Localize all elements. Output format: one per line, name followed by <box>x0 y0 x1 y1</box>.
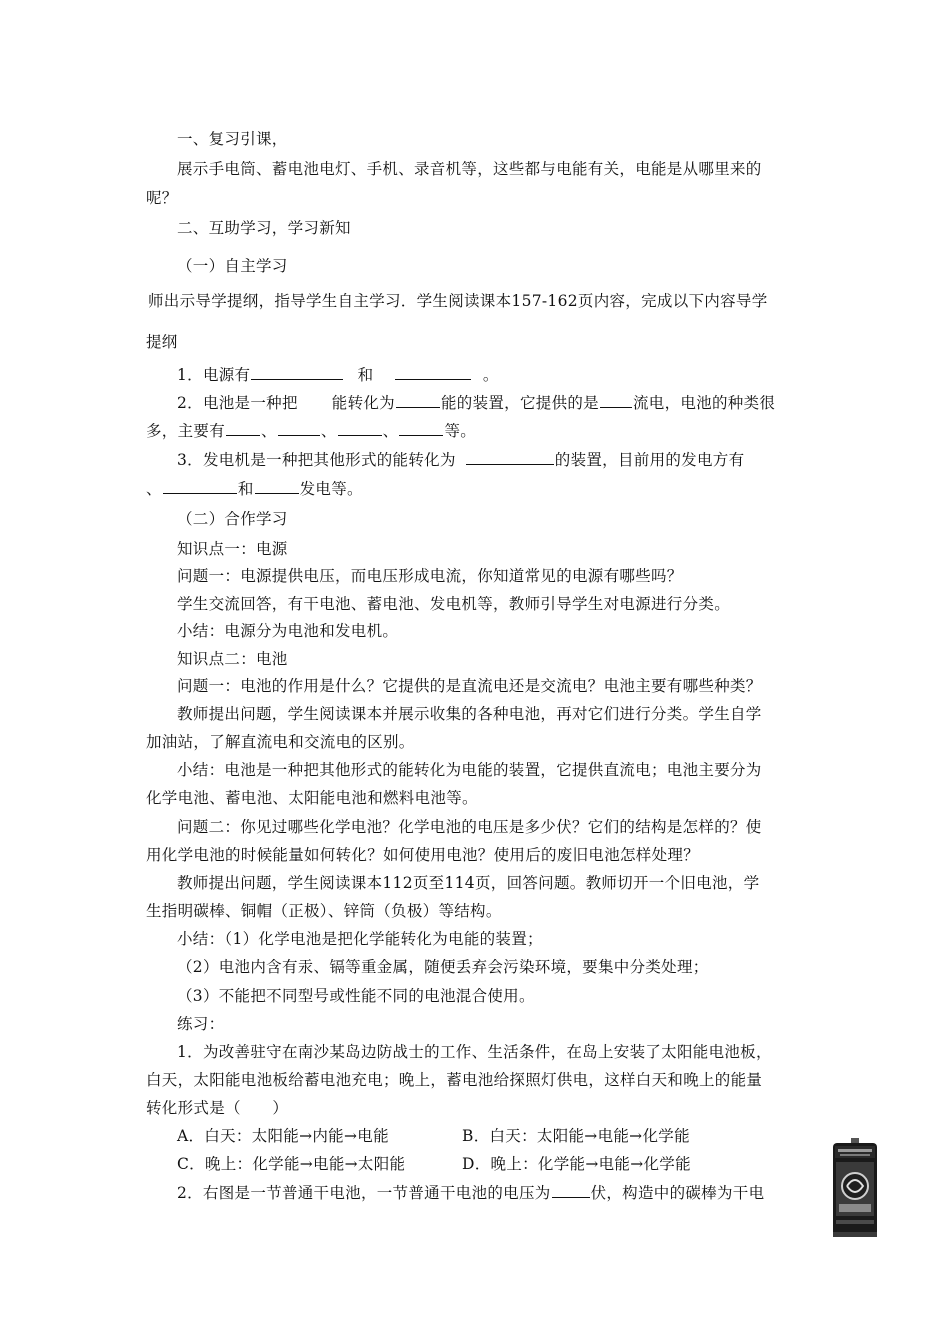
question-3-line-2: 、 和 发电等。 <box>146 480 363 498</box>
exercise-2: 2．右图是一节普通干电池，一节普通干电池的电压为 伏，构造中的碳棒为干电 <box>177 1184 765 1202</box>
fill-blank[interactable] <box>395 364 471 380</box>
knowledge-point-2: 知识点二：电池 <box>177 650 288 668</box>
dry-battery-image <box>830 1138 880 1240</box>
fill-blank[interactable] <box>163 478 237 494</box>
fill-blank[interactable] <box>255 478 299 494</box>
fill-blank[interactable] <box>552 1182 590 1198</box>
battery-bottom-band <box>836 1220 874 1224</box>
self-study-heading: （一）自主学习 <box>177 257 288 275</box>
kp2-question-1: 问题一：电池的作用是什么？它提供的是直流电还是交流电？电池主要有哪些种类？ <box>177 677 762 695</box>
kp1-summary: 小结：电源分为电池和发电机。 <box>177 622 399 640</box>
option-c: C．晚上：化学能→电能→太阳能 <box>177 1155 406 1173</box>
kp2-teacher-2: 加油站，了解直流电和交流电的区别。 <box>146 733 415 751</box>
kp2-teacher-1: 教师提出问题，学生阅读课本并展示收集的各种电池，再对它们进行分类。学生自学 <box>177 705 762 723</box>
kp2-summary-5: （3）不能把不同型号或性能不同的电池混合使用。 <box>177 987 535 1005</box>
exercise-1-line-1: 1．为改善驻守在南沙某岛边防战士的工作、生活条件，在岛上安装了太阳能电池板， <box>177 1043 772 1061</box>
knowledge-point-1: 知识点一：电源 <box>177 540 288 558</box>
kp2-question-2-line-2: 用化学电池的时候能量如何转化？如何使用电池？使用后的废旧电池怎样处理？ <box>146 846 700 864</box>
question-2-line-1: 2．电池是一种把 能转化为 能的装置，它提供的是 流电，电池的种类很 <box>177 394 776 412</box>
exercise-heading: 练习： <box>177 1015 225 1033</box>
kp2-teacher-4: 生指明碳棒、铜帽（正极）、锌筒（负极）等结构。 <box>146 902 502 920</box>
exercise-1-line-2: 白天，太阳能电池板给蓄电池充电；晚上，蓄电池给探照灯供电，这样白天和晚上的能量 <box>146 1071 763 1089</box>
kp2-summary-1: 小结：电池是一种把其他形式的能转化为电能的装置，它提供直流电；电池主要分为 <box>177 761 762 779</box>
fill-blank[interactable] <box>399 420 443 436</box>
battery-label-text-strip <box>839 1204 871 1212</box>
battery-label-stripe <box>840 1154 870 1156</box>
kp2-summary-3: 小结：（1）化学电池是把化学能转化为电能的装置； <box>177 930 543 948</box>
fill-blank[interactable] <box>251 364 343 380</box>
review-intro-line-1: 展示手电筒、蓄电池电灯、手机、录音机等，这些都与电能有关，电能是从哪里来的 <box>177 160 762 178</box>
review-intro-line-2: 呢？ <box>146 189 178 207</box>
fill-blank[interactable] <box>338 420 382 436</box>
kp2-teacher-3: 教师提出问题，学生阅读课本112页至114页，回答问题。教师切开一个旧电池，学 <box>177 874 760 892</box>
battery-cap <box>851 1138 859 1143</box>
fill-blank[interactable] <box>396 392 440 408</box>
fill-blank[interactable] <box>278 420 320 436</box>
option-d: D．晚上：化学能→电能→化学能 <box>462 1155 691 1173</box>
coop-study-heading: （二）合作学习 <box>177 510 288 528</box>
question-2-line-2: 多，主要有 、 、 、 等。 <box>146 422 477 440</box>
kp1-answer: 学生交流回答，有干电池、蓄电池、发电机等，教师引导学生对电源进行分类。 <box>177 595 731 613</box>
option-b: B．白天：太阳能→电能→化学能 <box>462 1127 690 1145</box>
kp2-summary-4: （2）电池内含有汞、镉等重金属，随便丢弃会污染环境，要集中分类处理； <box>177 958 709 976</box>
self-study-instruction-1: 师出示导学提纲，指导学生自主学习．学生阅读课本157-162页内容，完成以下内容导学 <box>148 292 768 310</box>
kp1-question: 问题一：电源提供电压，而电压形成电流，你知道常见的电源有哪些吗？ <box>177 567 683 585</box>
fill-blank[interactable] <box>600 392 632 408</box>
kp2-question-2-line-1: 问题二：你见过哪些化学电池？化学电池的电压是多少伏？它们的结构是怎样的？使 <box>177 818 762 836</box>
question-3-line-1: 3．发电机是一种把其他形式的能转化为 的装置，目前用的发电方有 <box>177 451 745 469</box>
self-study-instruction-2: 提纲 <box>146 333 178 351</box>
battery-label-stripe <box>838 1149 872 1152</box>
fill-blank[interactable] <box>466 449 554 465</box>
kp2-summary-2: 化学电池、蓄电池、太阳能电池和燃料电池等。 <box>146 789 478 807</box>
exercise-1-line-3: 转化形式是（ ） <box>146 1099 289 1117</box>
new-learning-heading: 二、互助学习，学习新知 <box>177 219 351 237</box>
review-heading: 一、复习引课， <box>177 130 288 148</box>
option-a: A．白天：太阳能→内能→电能 <box>177 1127 389 1145</box>
battery-base <box>833 1232 877 1237</box>
question-1: 1．电源有 和 。 <box>177 366 499 384</box>
fill-blank[interactable] <box>226 420 260 436</box>
